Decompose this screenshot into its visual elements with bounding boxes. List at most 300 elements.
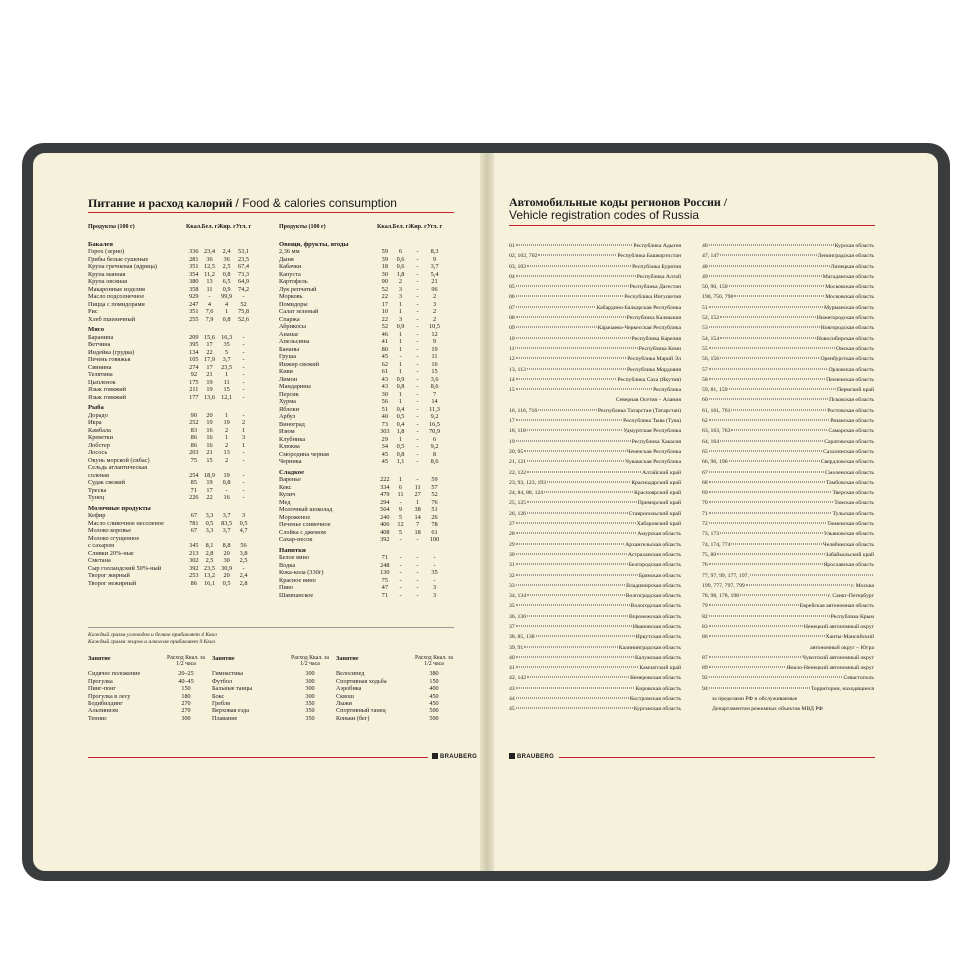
product-value: 226 xyxy=(189,494,199,501)
product-name: Сельдь атлантическая xyxy=(88,464,147,471)
region-code: 25, 125 xyxy=(509,500,527,507)
dot-leader xyxy=(709,687,810,688)
product-name: Клюква xyxy=(279,443,300,450)
product-value: 392 xyxy=(380,536,390,543)
product-value: 17 xyxy=(206,486,213,494)
product-value: - xyxy=(416,390,419,398)
product-value: 1 xyxy=(398,368,403,375)
product-value: 8,8 xyxy=(222,542,231,549)
product-value: - xyxy=(416,398,419,405)
table-row xyxy=(88,542,251,550)
product-value: 13,6 xyxy=(203,393,216,401)
table-row xyxy=(279,499,442,507)
product-value: 13 xyxy=(223,449,230,456)
product-value: 11 xyxy=(414,483,421,491)
region-code: 46 xyxy=(702,243,708,249)
region-name: Пермский край xyxy=(837,387,874,394)
product-name: Грибы белые сушеные xyxy=(88,255,149,263)
product-value: 20 xyxy=(223,572,230,579)
dot-leader xyxy=(527,265,631,266)
region-row xyxy=(702,673,874,683)
table-row xyxy=(279,406,442,414)
table-row xyxy=(279,569,442,577)
product-value: 345 xyxy=(189,542,199,549)
activity-name: Гимнастика xyxy=(212,670,244,678)
dot-leader xyxy=(516,533,637,534)
activity-header-row xyxy=(88,655,206,667)
region-code: 37 xyxy=(509,623,515,630)
product-value xyxy=(186,464,202,472)
product-name: Водка xyxy=(279,561,296,569)
product-value: 11,3 xyxy=(429,405,440,413)
product-value: - xyxy=(433,576,436,584)
dot-leader xyxy=(709,450,822,451)
region-name: Свердловская область xyxy=(820,459,874,466)
region-row xyxy=(702,406,874,416)
product-value: 0,8 xyxy=(222,315,231,323)
dot-leader xyxy=(516,378,617,379)
region-row xyxy=(702,437,874,447)
product-value: 1 xyxy=(398,308,403,315)
product-value: 6 xyxy=(398,483,403,491)
table-row xyxy=(279,278,442,286)
product-value: 3 xyxy=(398,315,403,323)
product-value: 35 xyxy=(223,341,230,348)
region-row xyxy=(509,262,681,272)
product-value: 209 xyxy=(189,333,199,341)
product-value: 1 xyxy=(398,435,403,443)
product-name: Рис xyxy=(88,308,98,315)
product-value: - xyxy=(416,353,419,360)
region-code: 36, 136 xyxy=(509,613,527,620)
product-value: 23,5 xyxy=(238,255,250,263)
product-name: Творог нежирный xyxy=(88,579,137,587)
table-row xyxy=(88,341,251,349)
region-code: 40 xyxy=(509,654,515,661)
table-row xyxy=(279,458,442,466)
dot-leader xyxy=(516,245,633,246)
product-value: 1 xyxy=(225,434,229,441)
region-name: Омская область xyxy=(835,345,874,352)
left-page-title xyxy=(88,196,397,211)
region-code: 61, 161, 761 xyxy=(702,407,731,414)
region-row xyxy=(509,303,681,313)
product-value: - xyxy=(416,338,419,345)
product-value: 70,9 xyxy=(429,428,441,435)
product-value: 17 xyxy=(206,363,213,371)
note-line: Каждый грамм углеводов и белков прибавляет 4 Ккал xyxy=(88,632,217,638)
product-value: 2,8 xyxy=(239,579,248,587)
region-code: 12 xyxy=(509,356,515,363)
product-value: 2,5 xyxy=(205,557,214,564)
dot-leader xyxy=(516,687,635,688)
region-code: 28 xyxy=(509,531,515,538)
product-value: 16 xyxy=(223,494,230,501)
region-row xyxy=(702,457,874,467)
product-value: 47 xyxy=(381,584,388,591)
product-value: 3 xyxy=(398,285,403,293)
region-code: 76 xyxy=(702,562,708,569)
column-header: Бел. г xyxy=(392,224,409,230)
section-heading: Мясо xyxy=(88,326,105,333)
dot-leader xyxy=(729,461,820,462)
region-row xyxy=(702,478,874,488)
activity-row xyxy=(88,670,206,677)
region-row xyxy=(509,519,681,529)
table-row xyxy=(88,512,251,520)
region-continuation: Северная Осетия – Алания xyxy=(615,397,681,404)
region-code: 50, 90, 150 xyxy=(702,284,728,291)
product-value xyxy=(236,464,251,472)
product-value: 929 xyxy=(189,293,199,300)
product-value: 12 xyxy=(397,521,404,528)
product-value: 0,5 xyxy=(205,519,214,527)
table-row xyxy=(279,514,442,522)
region-name: Самарская область xyxy=(828,428,874,435)
region-name: Республика Марий Эл xyxy=(627,356,681,363)
region-name: Краснодарский край xyxy=(631,479,681,486)
product-value: 40 xyxy=(381,413,388,420)
dot-leader xyxy=(544,492,633,493)
product-value: 255 xyxy=(189,315,199,323)
region-code: 199, 777, 797, 799 xyxy=(702,582,745,589)
table-row xyxy=(279,536,442,544)
product-value: 134 xyxy=(189,348,199,356)
page-gutter xyxy=(480,153,494,871)
dot-leader xyxy=(740,595,827,596)
dot-leader xyxy=(731,430,827,431)
product-name: Треска xyxy=(88,486,107,494)
right-page-title xyxy=(509,196,727,222)
logo-text: BRAUBERG xyxy=(440,754,478,760)
table-row xyxy=(88,457,251,465)
dot-leader xyxy=(709,245,834,246)
region-row xyxy=(702,334,874,344)
product-value: 16 xyxy=(431,360,438,368)
product-value: 80 xyxy=(381,345,388,353)
region-row xyxy=(509,673,681,683)
activity-value: 270 xyxy=(181,707,191,715)
region-code: 94 xyxy=(702,685,708,692)
region-name: Ненецкий автономный округ xyxy=(803,623,874,630)
dot-leader xyxy=(527,615,628,616)
region-code: 68 xyxy=(702,479,708,486)
product-value: 18 xyxy=(381,263,388,270)
product-name: с сахаром xyxy=(88,542,115,549)
activity-value: 500 xyxy=(429,714,439,722)
region-row xyxy=(509,663,681,673)
product-name: Абрикосы xyxy=(279,323,307,330)
product-value: 351 xyxy=(189,263,199,270)
left-title-rule xyxy=(88,212,454,213)
product-value: 3,7 xyxy=(430,263,439,270)
section-heading: Напитки xyxy=(279,546,306,554)
dot-leader xyxy=(709,471,824,472)
product-value: 59 xyxy=(381,248,388,255)
product-value: 1 xyxy=(398,338,403,345)
product-value: 23,5 xyxy=(203,564,216,572)
product-value: 67 xyxy=(190,527,197,534)
product-value: 3,6 xyxy=(430,375,439,383)
dot-leader xyxy=(731,543,822,544)
product-value: - xyxy=(242,393,245,401)
table-row xyxy=(88,449,251,457)
product-value: 16 xyxy=(206,426,213,434)
product-value: 303 xyxy=(380,428,390,435)
region-code: 82 xyxy=(702,613,708,620)
activity-name: Футбол xyxy=(212,677,232,685)
product-value: 19 xyxy=(431,345,438,353)
region-name: Псковская область xyxy=(829,397,874,404)
product-value xyxy=(236,535,251,543)
table-row xyxy=(88,527,251,535)
product-name: Кулич xyxy=(279,491,296,498)
dot-leader xyxy=(750,574,873,575)
activity-value: 180 xyxy=(181,692,191,700)
product-value: - xyxy=(242,486,245,494)
dot-leader xyxy=(538,255,616,256)
section-row xyxy=(279,466,442,477)
column-header: Жир. г xyxy=(408,224,427,230)
activity-row xyxy=(212,715,330,722)
region-row xyxy=(702,365,874,375)
product-value: 1,8 xyxy=(396,428,405,435)
table-row xyxy=(88,412,251,420)
region-code: 09 xyxy=(509,325,515,332)
region-row xyxy=(702,251,874,261)
region-row xyxy=(702,282,874,292)
table-row xyxy=(88,494,251,502)
region-name: Республика Саха (Якутия) xyxy=(617,376,681,383)
product-name: Салат зеленый xyxy=(279,308,319,315)
table-header-row xyxy=(279,224,442,238)
logo-mark-icon xyxy=(432,753,438,759)
product-value: 10 xyxy=(381,308,388,315)
region-name: Белгородская область xyxy=(628,562,681,569)
region-code: 08 xyxy=(509,315,515,322)
region-row xyxy=(702,529,874,539)
product-value: 4 xyxy=(207,300,212,308)
region-name: Костромская область xyxy=(629,696,681,703)
region-row xyxy=(509,334,681,344)
region-code: 38, 85, 138 xyxy=(509,634,535,641)
product-value: 76 xyxy=(431,498,438,506)
region-name: Новгородская область xyxy=(820,325,874,332)
table-row xyxy=(279,506,442,514)
product-value: 8,1 xyxy=(205,542,214,549)
table-row xyxy=(279,346,442,354)
region-code: 78, 98, 178, 198 xyxy=(702,593,739,600)
region-row xyxy=(509,416,681,426)
activity-name: Сквош xyxy=(336,692,354,700)
product-value: 56 xyxy=(240,542,247,549)
product-value: 7 xyxy=(416,521,420,528)
section-row xyxy=(279,544,442,555)
region-continuation: Департаментом режимных объектов МВД РФ xyxy=(712,706,823,713)
region-row xyxy=(509,323,681,333)
activity-header-row xyxy=(336,655,454,667)
table-row xyxy=(88,248,251,256)
region-name: Владимирская область xyxy=(626,582,681,589)
product-value: - xyxy=(416,285,419,293)
right-title-rule xyxy=(509,225,875,226)
dot-leader xyxy=(516,656,634,657)
region-code: 57 xyxy=(702,366,708,373)
activity-name: Теннис xyxy=(88,714,107,722)
product-name: Ветчина xyxy=(88,341,111,348)
product-name: Телятина xyxy=(88,371,113,378)
region-code: 03, 103 xyxy=(509,263,527,270)
region-row xyxy=(702,684,874,694)
activity-value: 350 xyxy=(305,700,315,708)
product-value: 16,5 xyxy=(429,420,441,428)
product-value: 5,4 xyxy=(430,270,439,278)
region-row xyxy=(509,406,681,416)
activity-row xyxy=(212,685,330,692)
product-value: 2,5 xyxy=(239,557,248,564)
region-code: 44 xyxy=(509,696,515,703)
table-row xyxy=(279,308,442,316)
region-name: Калужская область xyxy=(634,654,681,661)
region-name: Амурская область xyxy=(637,531,681,538)
region-name: Вологодская область xyxy=(630,603,681,610)
product-name: Баранина xyxy=(88,333,114,341)
product-name: Камбала xyxy=(88,426,111,434)
table-row xyxy=(88,316,251,324)
region-row xyxy=(509,694,681,704)
product-value: 2 xyxy=(432,308,437,315)
dot-leader xyxy=(729,389,836,390)
region-row xyxy=(509,457,681,467)
dot-leader xyxy=(538,409,597,410)
product-value: - xyxy=(225,486,228,494)
product-value: 15,6 xyxy=(203,333,216,341)
region-code: 59, 81, 159 xyxy=(702,387,728,394)
region-name: Хабаровский край xyxy=(636,521,681,528)
product-name: Молоко сгущенное xyxy=(88,534,140,542)
dot-leader xyxy=(516,605,630,606)
product-name: Икра xyxy=(88,419,102,426)
product-value: - xyxy=(433,561,436,569)
product-value: 211 xyxy=(189,386,199,393)
region-code: 73, 173 xyxy=(702,531,720,538)
activity-row xyxy=(212,700,330,707)
region-row xyxy=(509,498,681,508)
product-value: - xyxy=(416,323,419,330)
region-row xyxy=(702,262,874,272)
activity-value: 450 xyxy=(429,700,439,708)
region-code: 11 xyxy=(509,345,515,352)
dot-leader xyxy=(516,543,624,544)
activity-row xyxy=(88,693,206,700)
dot-leader xyxy=(516,296,624,297)
product-value: 21 xyxy=(206,371,213,378)
region-name: Республика Карелия xyxy=(631,335,681,342)
region-name: Республика Татарстан (Татарстан) xyxy=(597,407,681,414)
product-value: 2,4 xyxy=(239,572,248,579)
product-value: - xyxy=(416,255,419,263)
brand-logo-left xyxy=(432,753,477,760)
region-code: 92 xyxy=(702,675,708,682)
product-name: Помидоры xyxy=(279,300,308,308)
product-name: Тунец xyxy=(88,494,105,501)
product-value: - xyxy=(416,278,419,285)
region-code: 77, 97, 99, 177, 197, xyxy=(702,572,749,579)
table-row xyxy=(279,331,442,339)
product-value: 6,5 xyxy=(222,278,231,285)
activity-row xyxy=(212,693,330,700)
activity-header-label: Занятие xyxy=(212,655,235,662)
region-row xyxy=(702,447,874,457)
region-row xyxy=(509,529,681,539)
region-continuation: за пределами РФ и обслуживаемые xyxy=(712,696,798,703)
product-value: 0,8 xyxy=(396,450,405,458)
dot-leader xyxy=(516,306,596,307)
region-name: Чукотский автономный округ xyxy=(802,654,874,661)
product-value: - xyxy=(242,356,245,363)
region-code: 190, 750, 790 xyxy=(702,294,734,301)
dot-leader xyxy=(516,337,631,338)
activity-row xyxy=(88,715,206,722)
product-value: 38 xyxy=(414,506,421,513)
region-name: Курганская область xyxy=(633,706,681,713)
product-value: 6 xyxy=(432,435,437,443)
product-name: Хлеб пшеничный xyxy=(88,315,136,323)
region-code: 70 xyxy=(702,500,708,507)
region-row xyxy=(702,292,874,302)
table-row xyxy=(279,316,442,324)
dot-leader xyxy=(709,327,820,328)
column-header: Бел. г xyxy=(201,224,218,230)
table-row xyxy=(88,271,251,279)
product-name: Цыпленок xyxy=(88,378,116,386)
table-row xyxy=(279,383,442,391)
activity-name: Бокс xyxy=(212,692,225,700)
product-value: - xyxy=(416,308,419,315)
product-value: 2 xyxy=(432,315,437,323)
product-value: - xyxy=(242,363,245,371)
product-name: Слойка с джемом xyxy=(279,528,326,536)
product-value: 1 xyxy=(241,441,246,449)
dot-leader xyxy=(709,275,822,276)
region-row xyxy=(702,303,874,313)
region-code: 26, 126 xyxy=(509,510,527,517)
activity-table-1 xyxy=(88,655,206,722)
dot-leader xyxy=(709,265,830,266)
notes-divider xyxy=(88,627,454,628)
product-value: - xyxy=(416,375,419,383)
table-row xyxy=(88,394,251,402)
product-name: Печень говяжья xyxy=(88,356,131,363)
product-value: 23,4 xyxy=(203,248,216,255)
product-value: 9,2 xyxy=(430,413,439,420)
product-name: Морковь xyxy=(279,293,303,300)
region-code: 04 xyxy=(509,273,515,280)
region-name: Ульяновская область xyxy=(823,531,874,538)
product-value: 380 xyxy=(189,278,199,285)
activity-value: 20–25 xyxy=(178,670,194,678)
table-row xyxy=(279,323,442,331)
product-value: 57 xyxy=(431,483,438,491)
activity-row xyxy=(336,707,454,714)
activity-header-row xyxy=(212,655,330,667)
product-value: 12,5 xyxy=(203,263,216,270)
region-code: 34, 134 xyxy=(509,593,527,600)
region-code: 58 xyxy=(702,376,708,383)
activity-table-2 xyxy=(212,655,330,722)
dot-leader xyxy=(709,492,832,493)
section-row xyxy=(88,323,251,334)
